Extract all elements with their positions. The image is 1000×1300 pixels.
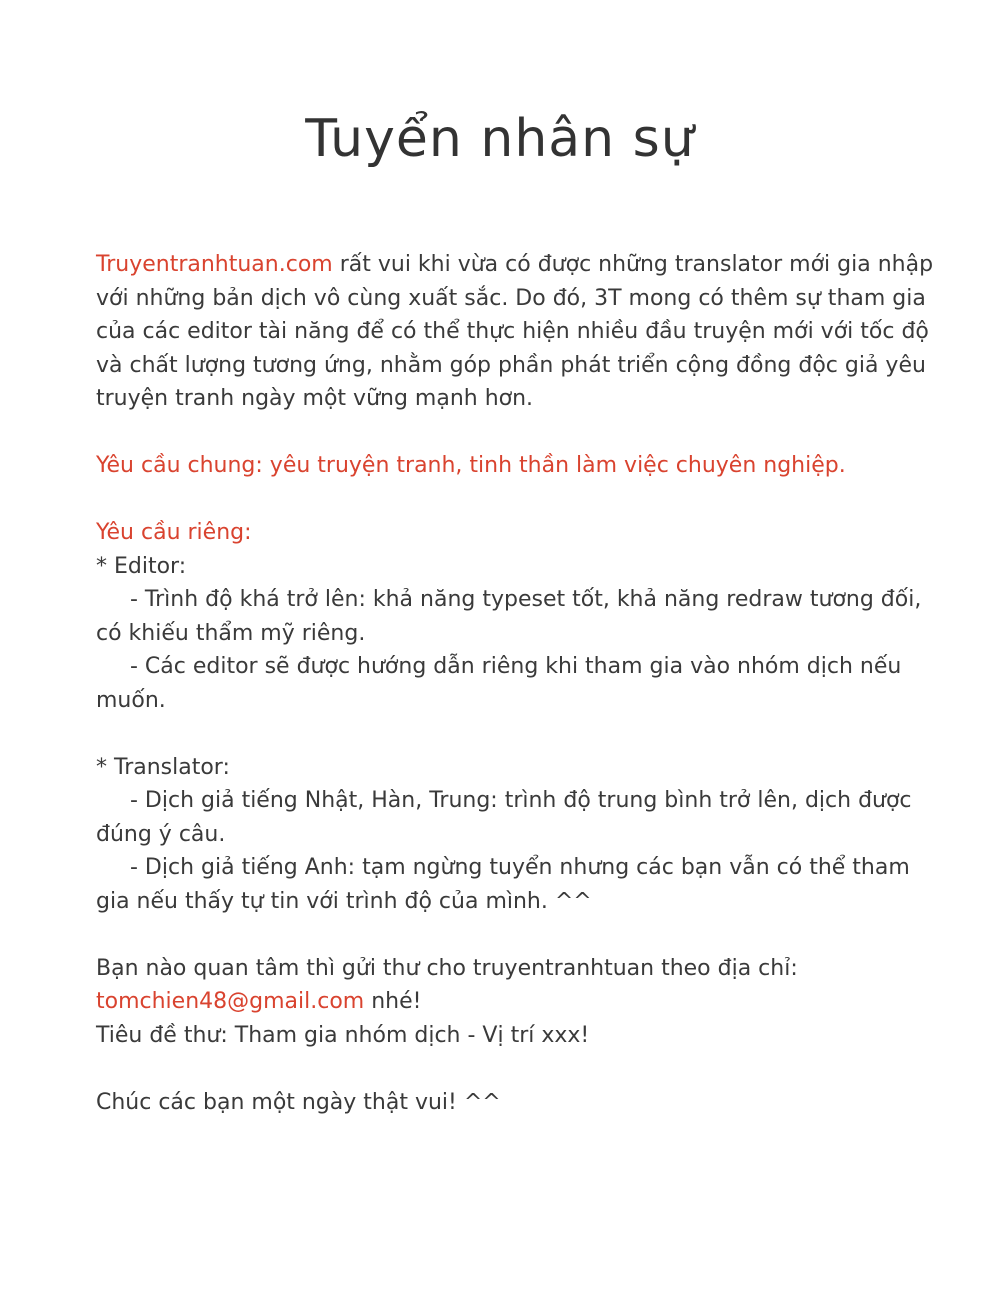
spacer xyxy=(96,717,926,751)
spacer xyxy=(96,483,926,517)
editor-item-2-line-2: muốn. xyxy=(96,687,166,713)
translator-item-1-line-1: - Dịch giả tiếng Nhật, Hàn, Trung: trình độ trung bình trở lên, dịch được xyxy=(130,788,912,813)
site-link[interactable]: Truyentranhtuan.com xyxy=(96,252,333,277)
translator-label: * Translator: xyxy=(96,754,230,780)
contact-subject-line: Tiêu đề thư: Tham gia nhóm dịch - Vị trí xxx! xyxy=(96,1022,590,1048)
contact-line-1: Bạn nào quan tâm thì gửi thư cho truyentranhtuan theo địa chỉ: xyxy=(96,955,798,981)
editor-item-1-line-1: - Trình độ khá trở lên: khả năng typeset tốt, khả năng redraw tương đối, xyxy=(130,587,922,612)
editor-label: * Editor: xyxy=(96,553,187,579)
intro-line-3: của các editor tài năng để có thể thực hiện nhiều đầu truyện mới với tốc độ xyxy=(96,319,929,344)
intro-line-1-text: rất vui khi vừa có được những translator mới gia nhập xyxy=(332,252,934,277)
intro-line-2: với những bản dịch vô cùng xuất sắc. Do đó, 3T mong có thêm sự tham gia xyxy=(96,285,926,311)
translator-item-2-line-2: gia nếu thấy tự tin với trình độ của mình. ^^ xyxy=(96,888,592,914)
intro-line-4: và chất lượng tương ứng, nhằm góp phần phát triển cộng đồng độc giả yêu xyxy=(96,352,926,378)
page-title: Tuyển nhân sự xyxy=(305,109,695,169)
spacer xyxy=(96,416,926,450)
intro-line-1 xyxy=(96,248,934,282)
email-suffix: nhé! xyxy=(364,989,422,1014)
page-body xyxy=(96,248,934,1119)
spacer xyxy=(96,918,926,952)
translator-item-1-line-2: đúng ý câu. xyxy=(96,821,226,847)
specific-requirements-heading: Yêu cầu riêng: xyxy=(96,520,252,545)
translator-item-2-line-1: - Dịch giả tiếng Anh: tạm ngừng tuyển nhưng các bạn vẫn có thể tham xyxy=(130,855,910,880)
editor-item-1-line-2: có khiếu thẩm mỹ riêng. xyxy=(96,620,366,646)
contact-section xyxy=(96,952,926,1053)
intro-line-5: truyện tranh ngày một vững mạnh hơn. xyxy=(96,386,534,411)
translator-section xyxy=(96,751,926,919)
editor-section xyxy=(96,550,926,718)
editor-item-2-line-1: - Các editor sẽ được hướng dẫn riêng khi tham gia vào nhóm dịch nếu xyxy=(130,654,902,679)
email-link[interactable]: tomchien48@gmail.com xyxy=(96,989,365,1014)
contact-email-line xyxy=(96,985,926,1019)
intro-paragraph xyxy=(96,248,934,416)
spacer xyxy=(96,1052,926,1086)
closing-line: Chúc các bạn một ngày thật vui! ^^ xyxy=(96,1089,501,1115)
general-requirements: Yêu cầu chung: yêu truyện tranh, tinh thần làm việc chuyên nghiệp. xyxy=(96,453,846,478)
